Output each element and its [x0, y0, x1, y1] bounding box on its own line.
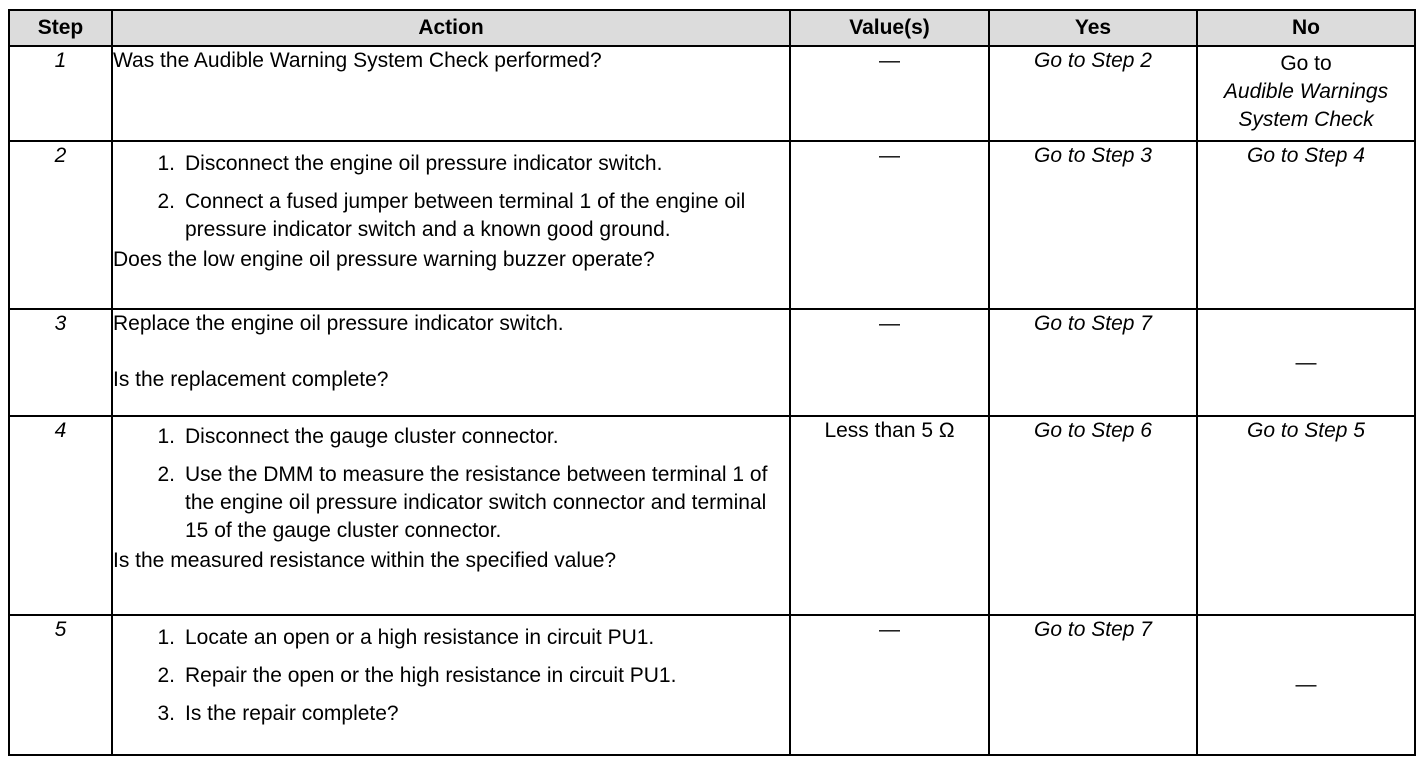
step-number: 2 [9, 141, 112, 309]
action-cell [112, 141, 790, 309]
list-item [113, 150, 789, 178]
action-question: Is the measured resistance within the specified value? [113, 549, 617, 572]
item-number: 1. [157, 626, 175, 649]
header-yes: Yes [989, 10, 1197, 46]
item-text: Repair the open or the high resistance in circuit PU1. [185, 664, 677, 687]
item-text: Use the DMM to measure the resistance between terminal 1 of the engine oil pressure indicator switch connector and terminal 15 of the gauge cluster connector. [185, 463, 768, 542]
action-text: Was the Audible Warning System Check performed? [113, 49, 602, 72]
item-number: 2. [157, 664, 175, 687]
yes-cell: Go to Step 7 [989, 615, 1197, 755]
no-line-2: Audible Warnings [1223, 80, 1389, 103]
item-number: 1. [157, 152, 175, 175]
value-cell: — [790, 309, 989, 416]
no-cell: — [1197, 309, 1415, 416]
header-row [9, 10, 1415, 46]
list-item [113, 461, 789, 545]
item-text: Disconnect the engine oil pressure indicator switch. [185, 152, 663, 175]
action-cell [112, 309, 790, 416]
no-line-1: Go to [1280, 52, 1332, 75]
yes-cell: Go to Step 7 [989, 309, 1197, 416]
list-item [113, 423, 789, 451]
step-number: 5 [9, 615, 112, 755]
item-text: Connect a fused jumper between terminal 1 of the engine oil pressure indicator switch and a known good ground. [185, 190, 746, 241]
action-question: Is the replacement complete? [113, 368, 389, 391]
header-no: No [1197, 10, 1415, 46]
yes-cell: Go to Step 3 [989, 141, 1197, 309]
no-cell: Go to Step 5 [1197, 416, 1415, 615]
table-row-step-5 [9, 615, 1415, 755]
header-step: Step [9, 10, 112, 46]
item-number: 2. [157, 463, 175, 486]
table-row-step-4 [9, 416, 1415, 615]
list-item [113, 624, 789, 652]
table-row-step-1 [9, 46, 1415, 141]
action-cell [112, 615, 790, 755]
yes-cell: Go to Step 6 [989, 416, 1197, 615]
item-text: Is the repair complete? [185, 702, 399, 725]
list-item [113, 662, 789, 690]
value-cell: — [790, 46, 989, 141]
item-text: Locate an open or a high resistance in circuit PU1. [185, 626, 655, 649]
action-cell [112, 46, 790, 141]
item-number: 2. [157, 190, 175, 213]
table-row-step-3 [9, 309, 1415, 416]
yes-cell: Go to Step 2 [989, 46, 1197, 141]
list-item [113, 700, 789, 728]
no-cell [1197, 46, 1415, 141]
value-cell: Less than 5 Ω [790, 416, 989, 615]
item-number: 1. [157, 425, 175, 448]
header-values: Value(s) [790, 10, 989, 46]
no-line-3: System Check [1238, 108, 1374, 131]
table-row-step-2 [9, 141, 1415, 309]
action-text: Replace the engine oil pressure indicator switch. [113, 312, 564, 335]
step-number: 4 [9, 416, 112, 615]
step-number: 3 [9, 309, 112, 416]
item-text: Disconnect the gauge cluster connector. [185, 425, 559, 448]
action-question: Does the low engine oil pressure warning buzzer operate? [113, 248, 655, 271]
action-cell [112, 416, 790, 615]
action-steps [113, 150, 789, 244]
value-cell: — [790, 141, 989, 309]
item-number: 3. [157, 702, 175, 725]
header-action: Action [112, 10, 790, 46]
value-cell: — [790, 615, 989, 755]
list-item [113, 188, 789, 244]
action-steps [113, 423, 789, 545]
diagnostic-table [8, 9, 1416, 756]
step-number: 1 [9, 46, 112, 141]
no-cell: Go to Step 4 [1197, 141, 1415, 309]
action-steps [113, 624, 789, 728]
no-cell: — [1197, 615, 1415, 755]
